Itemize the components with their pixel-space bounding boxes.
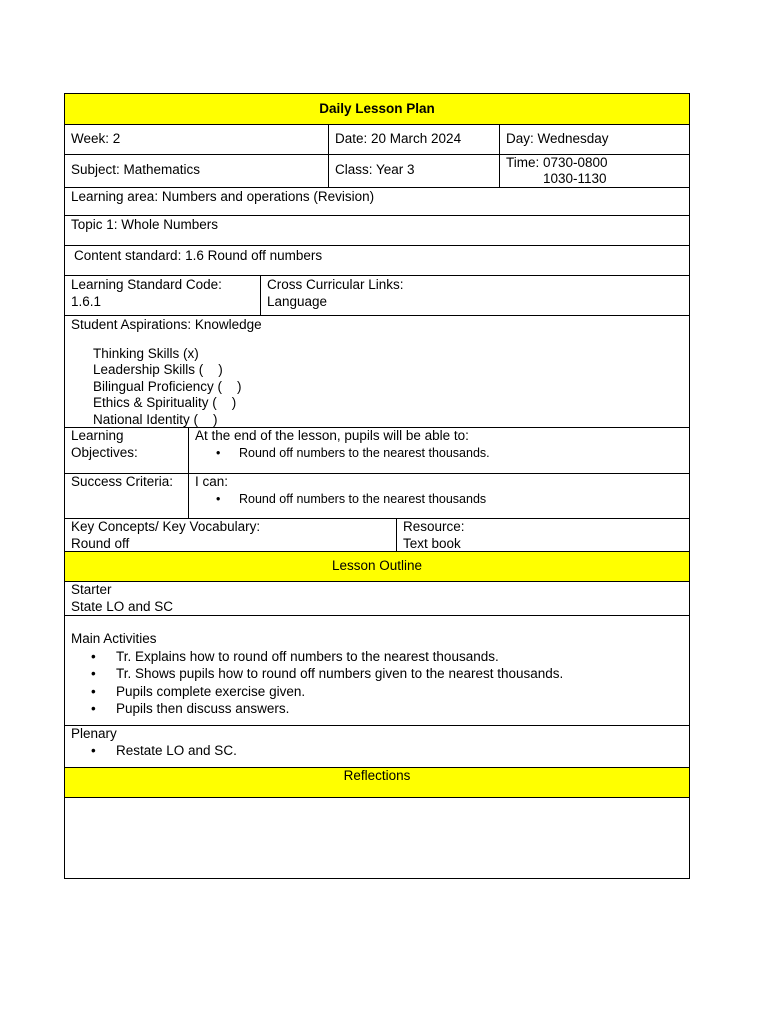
lesson-outline-heading: Lesson Outline <box>331 558 423 573</box>
class-cell <box>329 154 500 187</box>
key-concepts-cell <box>65 518 397 551</box>
reflections-body[interactable] <box>65 797 689 878</box>
success-text: Round off numbers to the nearest thousands <box>239 491 487 506</box>
plenary-heading: Plenary <box>71 726 117 741</box>
content-standard-text: Content standard: 1.6 Round off numbers <box>74 248 323 263</box>
week-cell <box>65 124 329 154</box>
aspiration-item: Ethics & Spirituality ( ) <box>93 395 237 410</box>
time-line-2: 1030-1130 <box>543 171 607 186</box>
day-text: Day: Wednesday <box>506 131 609 146</box>
starter-heading: Starter <box>71 582 112 597</box>
learning-standard-value: 1.6.1 <box>71 293 102 309</box>
starter-row <box>65 581 689 615</box>
learning-standard-label: Learning Standard Code: <box>71 277 222 292</box>
resource-cell <box>397 518 689 551</box>
activity-text: Pupils complete exercise given. <box>116 683 306 699</box>
class-text: Class: Year 3 <box>335 162 415 177</box>
success-cell <box>189 473 689 518</box>
date-cell <box>329 124 500 154</box>
list-item <box>71 665 683 683</box>
starter-text: State LO and SC <box>71 598 174 614</box>
objectives-label-2: Objectives: <box>71 444 138 460</box>
success-label: Success Criteria: <box>71 474 174 489</box>
topic-text: Topic 1: Whole Numbers <box>71 217 219 232</box>
subject-text: Subject: Mathematics <box>71 162 201 177</box>
resource-label: Resource: <box>403 519 465 534</box>
aspiration-item: National Identity ( ) <box>93 411 218 427</box>
divider <box>188 427 189 518</box>
reflections-row <box>65 767 689 797</box>
learning-area-text: Learning area: Numbers and operations (Revision) <box>71 189 375 204</box>
learning-standard-cell <box>65 275 261 315</box>
week-text: Week: 2 <box>71 131 121 146</box>
list-item <box>71 700 683 718</box>
objectives-cell <box>189 427 689 473</box>
time-cell <box>500 154 689 187</box>
main-activities-heading: Main Activities <box>71 631 157 646</box>
content-standard-row <box>65 245 689 275</box>
cross-curricular-cell <box>261 275 689 315</box>
learning-area-row <box>65 187 689 215</box>
day-cell <box>500 124 689 154</box>
topic-row <box>65 215 689 245</box>
resource-value: Text book <box>403 535 461 551</box>
list-item <box>195 491 683 508</box>
lesson-outline-row <box>65 551 689 581</box>
aspirations-row <box>65 315 689 427</box>
objectives-label-1: Learning <box>71 428 124 443</box>
objective-text: Round off numbers to the nearest thousands. <box>239 445 490 460</box>
aspiration-item: Leadership Skills ( ) <box>93 362 223 377</box>
main-activities-row <box>65 615 689 725</box>
date-text: Date: 20 March 2024 <box>335 131 462 146</box>
bullet-icon: • <box>91 742 96 758</box>
cross-curricular-label: Cross Curricular Links: <box>267 277 404 292</box>
divider <box>260 275 261 315</box>
reflections-heading: Reflections <box>343 768 411 783</box>
aspiration-item: Bilingual Proficiency ( ) <box>93 378 242 394</box>
time-line-1: Time: 0730-0800 <box>506 155 608 170</box>
plenary-text: Restate LO and SC. <box>116 742 237 758</box>
list-item <box>71 743 683 760</box>
plenary-row <box>65 725 689 767</box>
objectives-list <box>195 445 683 462</box>
activity-text: Tr. Shows pupils how to round off numbers given to the nearest thousands. <box>116 666 564 681</box>
success-list <box>195 491 683 508</box>
success-intro: I can: <box>195 474 229 489</box>
subject-cell <box>65 154 329 187</box>
aspirations-list <box>71 346 683 429</box>
bullet-icon: • <box>91 701 96 716</box>
main-activities-list <box>71 648 683 718</box>
bullet-icon: • <box>216 445 221 460</box>
bullet-icon: • <box>91 666 96 681</box>
divider <box>396 518 397 551</box>
objectives-intro: At the end of the lesson, pupils will be able to: <box>195 428 469 443</box>
list-item <box>71 683 683 701</box>
activity-text: Tr. Explains how to round off numbers to the nearest thousands. <box>116 648 499 664</box>
success-label-cell <box>65 473 189 518</box>
bullet-icon: • <box>216 491 221 506</box>
activity-text: Pupils then discuss answers. <box>116 701 290 716</box>
page-title: Daily Lesson Plan <box>319 101 435 116</box>
objectives-label-cell <box>65 427 189 473</box>
aspirations-heading: Student Aspirations: Knowledge <box>71 317 262 332</box>
list-item <box>71 648 683 666</box>
bullet-icon: • <box>91 683 96 699</box>
divider <box>499 124 500 187</box>
lesson-plan-table <box>64 93 690 879</box>
key-concepts-label: Key Concepts/ Key Vocabulary: <box>71 519 261 534</box>
divider <box>328 124 329 187</box>
list-item <box>195 445 683 462</box>
title-row <box>65 93 689 124</box>
cross-curricular-value: Language <box>267 293 328 309</box>
key-concepts-value: Round off <box>71 535 130 551</box>
plenary-list <box>71 743 683 760</box>
bullet-icon: • <box>91 648 96 664</box>
aspiration-item: Thinking Skills (x) <box>93 345 199 361</box>
